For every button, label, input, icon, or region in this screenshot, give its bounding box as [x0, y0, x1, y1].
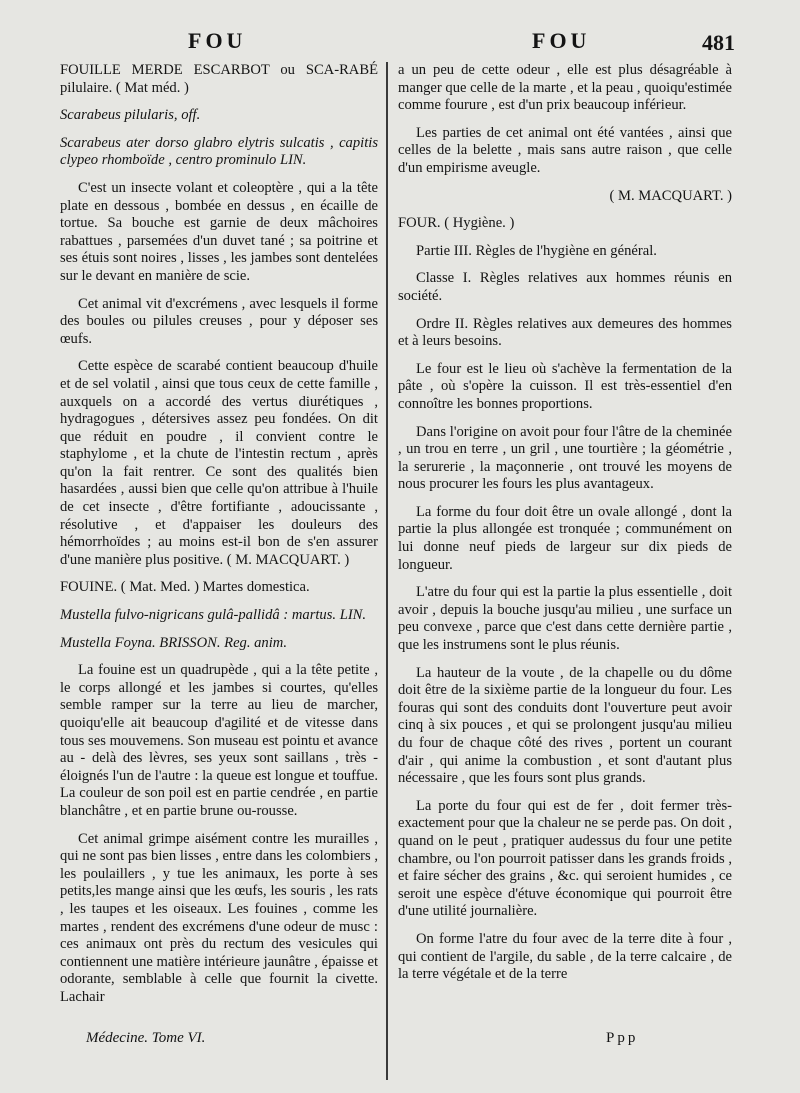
footer-signature-mark: Médecine. Tome VI.: [86, 1030, 206, 1046]
paragraph: On forme l'atre du four avec de la terre dite à four , qui contient de l'argile, du sable , de la terre calcaire , de la terre végétale et de la terre: [398, 930, 732, 983]
right-column: [398, 62, 732, 994]
paragraph: La hauteur de la voute , de la chapelle ou du dôme doit être de la sixième partie de la longueur du four. Les fouras qui sont des conduits dont l'ouverture peut avoir cinq à six pouces , et qui se prolongent jusqu'au milieu du four de chaque côté des rives , portent un courant d'air , qui anime la combustion , et sont d'autant plus nécessaire , que les fours sont plus grands.: [398, 664, 732, 787]
paragraph: La forme du four doit être un ovale allongé , dont la partie la plus allongée est tronquée ; communément on lui donne neuf pieds de largeur sur dix pieds de longueur.: [398, 503, 732, 573]
column-divider: [386, 62, 388, 1080]
entry-heading: FOUR. ( Hygiène. ): [398, 215, 515, 232]
running-head-right: FOU: [532, 28, 591, 53]
section-heading: Classe I. Règles relatives aux hommes réunis en société.: [398, 270, 732, 304]
footer-gathering-mark: Ppp: [606, 1030, 639, 1046]
paragraph: Les parties de cet animal ont été vantées , ainsi que celles de la belette , mais sans autre raison , que celle d'un empirisme aveugle.: [398, 124, 732, 176]
paragraph: Le four est le lieu où s'achève la fermentation de la pâte , où s'opère la cuisson. Il est très-essentiel d'en connoître les bonnes proportions.: [398, 360, 732, 412]
paragraph: L'atre du four qui est la partie la plus essentielle , doit avoir , depuis la bouche jusqu'au milieu , une surface un peu convexe , parce que c'est dans cette dernière partie , que les instrumens sont le plus réunis.: [398, 584, 732, 654]
entry-heading: FOUILLE MERDE ESCARBOT ou SCA-RABÉ pilulaire. ( Mat méd. ): [60, 62, 378, 96]
page-number: 481: [702, 30, 735, 55]
paragraph: a un peu de cette odeur , elle est plus désagréable à manger que celle de la marte , et la peau , quoiqu'estimée comme fourure , est d'un prix beaucoup inférieur.: [398, 62, 732, 114]
paragraph: La fouine est un quadrupède , qui a la tête petite , le corps allongé et les jambes si courtes, qu'elles semble ramper sur la terre au lieu de marcher, quoiqu'elle ait beaucoup d'agilité et de vitesse dans tous ses mouvemens. Son museau est pointu et avance au - delà des lèvres, ses yeux sont saillans , très - éloignés l'un de l'autre : la queue est longue et touffue. La couleur de son poil est en partie cendrée , en partie blanchâtre , et en partie brune ou-rousse.: [60, 662, 378, 819]
paragraph: C'est un insecte volant et coleoptère , qui a la tête plate en dessous , bombée en dessus , en écaille de tortue. Sa bouche est garnie de deux mâchoires rabattues , parsemées d'un duvet tané ; sa poitrine et ses étuis sont noires , lisses , les jambes sont dentelées sur le devant en manière de scie.: [60, 179, 378, 284]
latin-name: Mustella fulvo-nigricans gulâ-pallidâ : martus. LIN.: [60, 607, 367, 624]
left-column: [60, 62, 378, 1017]
latin-description: Scarabeus ater dorso glabro elytris sulcatis , capitis clypeo rhomboïde , centro prominulo LIN.: [60, 134, 378, 169]
running-head-left: FOU: [188, 28, 247, 53]
paragraph: Cette espèce de scarabé contient beaucoup d'huile et de sel volatil , ainsi que tous ceux de cette famille , auxquels on a accordé des vertus diurétiques , hydragogues , détersives assez peu fondées. On dit que réduit en poudre , il convient contre le staphylome , et la chute de l'intestin rectum , après qu'on la fait rentrer. Ce sont des qualités bien hasardées , aussi bien que celle qu'on attribue à l'huile de cet insecte , d'être fortifiante , adoucissante , résolutive , et d'appaiser les douleurs des hémorrhoïdes ; au moins est-il bon de s'en assurer d'une manière plus positive. ( M. MACQUART. ): [60, 358, 378, 568]
paragraph: Cet animal vit d'excrémens , avec lesquels il forme des boules ou pilules creuses , pour y déposer ses œufs.: [60, 295, 378, 347]
paragraph: Cet animal grimpe aisément contre les murailles , qui ne sont pas bien lisses , entre dans les colombiers , les poulaillers , y tue les animaux, les porte à ses petits,les mange ainsi que les œufs, les souris , les rats , les taupes et les oiseaux. Les fouines , comme les martes , rendent des excrémens d'une odeur de musc : ces animaux ont près du rectum des vesicules qui contiennent une matière intérieure jaunâtre , épaisse et odorante, semblable à celle que fournit la civette. Lachair: [60, 830, 378, 1005]
section-heading: Partie III. Règles de l'hygiène en général.: [416, 242, 657, 259]
paragraph: La porte du four qui est de fer , doit fermer très-exactement pour que la chaleur ne se perde pas. On doit , quand on le peut , pratiquer audessus du four une petite chambre, ou l'on pourroit patisser dans les grands froids , et faire sécher des grains , &c. qui seroient humides , ce seroit une espèce d'étuve économique qui pourroit être d'une utilité journalière.: [398, 797, 732, 920]
paragraph: Dans l'origine on avoit pour four l'âtre de la cheminée , un trou en terre , un gril , une tourtière ; la géométrie , la serurerie , la maçonnerie , ont trouvé les moyens de nous procurer les fours les plus avantageux.: [398, 423, 732, 493]
entry-heading: FOUINE. ( Mat. Med. ) Martes domestica.: [60, 579, 310, 596]
latin-name: Mustella Foyna. BRISSON. Reg. anim.: [60, 634, 287, 651]
section-heading: Ordre II. Règles relatives aux demeures des hommes et à leurs besoins.: [398, 315, 732, 350]
latin-name: Scarabeus pilularis, off.: [60, 107, 201, 124]
author-signature: ( M. MACQUART. ): [609, 187, 732, 204]
